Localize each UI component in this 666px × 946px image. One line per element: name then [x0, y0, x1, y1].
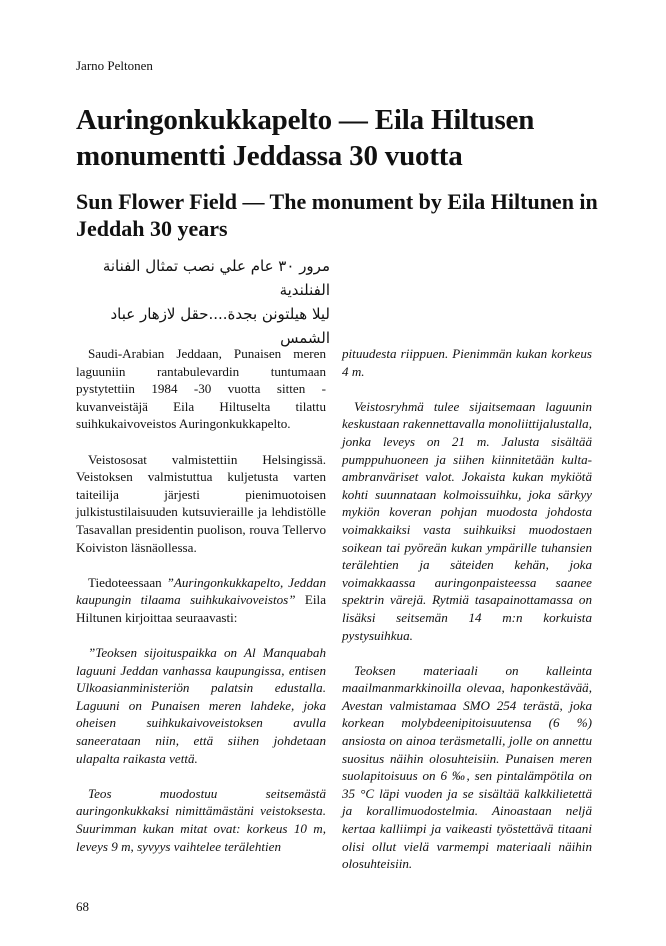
left-paragraph-3: [76, 574, 326, 627]
right-paragraph-3: Teoksen materiaali on kalleinta maailmanmarkkinoilla olevaa, haponkestävää, Avestan valmistamaa SMO 254 terästä, joka korkean molybdeenipitoisuutensa (6 %) ansiosta on ainoa teräsmetalli, jolle on annettu suositus näihin olosuhteisiin. Punaisen meren suolapitoisuus on 6 ‰, sen pintalämpötila on 35 °C läpi vuoden ja se sisältää kalkkilietettä ja korallimuodostelmia. Ainoastaan neljä kertaa kalliimpi ja vaikeasti työstettävä titaani olisi ollut vielä varmempi materiaali näihin olosuhteisiin.: [342, 662, 592, 872]
page-number: 68: [76, 899, 89, 914]
left-paragraph-2: Veistososat valmistettiin Helsingissä. Veistoksen valmistuttua kuljetusta varten taiteilija järjesti pienimuotoisen julkistustilaisuuden kutsuvieraille ja lehdistölle Tasavallan presidentin puolison, rouva Tellervo Koiviston läsnäollessa.: [76, 451, 326, 555]
right-paragraph-1: pituudesta riippuen. Pienimmän kukan korkeus 4 m.: [342, 346, 592, 379]
title-arabic-line-2: ليلا هيلتونن بجدة....حقل لازهار عباد الشمس: [110, 305, 330, 347]
title-english: Sun Flower Field — The monument by Eila Hiltunen in Jeddah 30 years: [76, 189, 598, 241]
left-paragraph-1: Saudi-Arabian Jeddaan, Punaisen meren laguuniin rantabulevardin tuntumaan pystytettiin 1984 -30 vuotta sitten - kuvanveistäjä Eila Hiltuselta tilattu suihkukaivoveistos Auringonkukkapelto.: [76, 346, 326, 432]
left-paragraph-4: ”Teoksen sijoituspaikka on Al Manquabah laguuni Jeddan vanhassa kaupungissa, entisen Ulkoasianministeriön palatsin edustalla. Laguuni on Punaisen meren lahdeke, joka oheisen suihkukaivoveistoksen avulla saneerataan niin, että siihen johdetaan ulapalta raikasta vettä.: [76, 645, 326, 766]
right-column: [342, 345, 592, 890]
title-arabic-line-1: مرور ٣٠ عام علي نصب تمثال الفنانة الفنلندية: [102, 257, 330, 299]
title-finnish: Auringonkukkapelto — Eila Hiltusen monumentti Jeddassa 30 vuotta: [76, 104, 535, 172]
left-paragraph-5: Teos muodostuu seitsemästä auringonkukkaksi nimittämästäni veistoksesta. Suurimman kukan mitat ovat: korkeus 10 m, leveys 9 m, syvyys vaihtelee terälehtien: [76, 785, 326, 854]
right-paragraph-2: Veistosryhmä tulee sijaitsemaan laguunin keskustaan rakennettavalla monoliittijalustalla, jonka leveys on 21 m. Jalusta sisältää pumppuhuoneen ja siihen kiinnitetään kulta-ambranväriset valot. Jokaista kukan mykiötä kohti suunnataan kolmoissuihku, joka särkyy mykiön koveran pohjan muodosta johdosta voimakkaiksi vasta suihkuiksi muodostaen soikean tai pyöreän kukan ympärille tuhansien terälehtien ja säteiden kehän, joka voimakkaassa auringonpaisteessa saanee spektrin värejä. Rytmiä tasapainottamassa on lisäksi seitsemän 14 m:n korkuista pystysuihkua.: [342, 398, 592, 643]
press-release-tail: Eila Hiltunen kirjoittaa seuraavasti:: [76, 592, 327, 625]
press-release-lead: Tiedoteessaan: [88, 574, 167, 590]
left-column: [76, 345, 326, 873]
author-name: Jarno Peltonen: [76, 58, 153, 73]
press-release-title: ”Auringonkukkapelto, Jeddan kaupungin tilaama suihkukaivoveistos”: [76, 574, 326, 608]
title-arabic: [60, 254, 330, 350]
